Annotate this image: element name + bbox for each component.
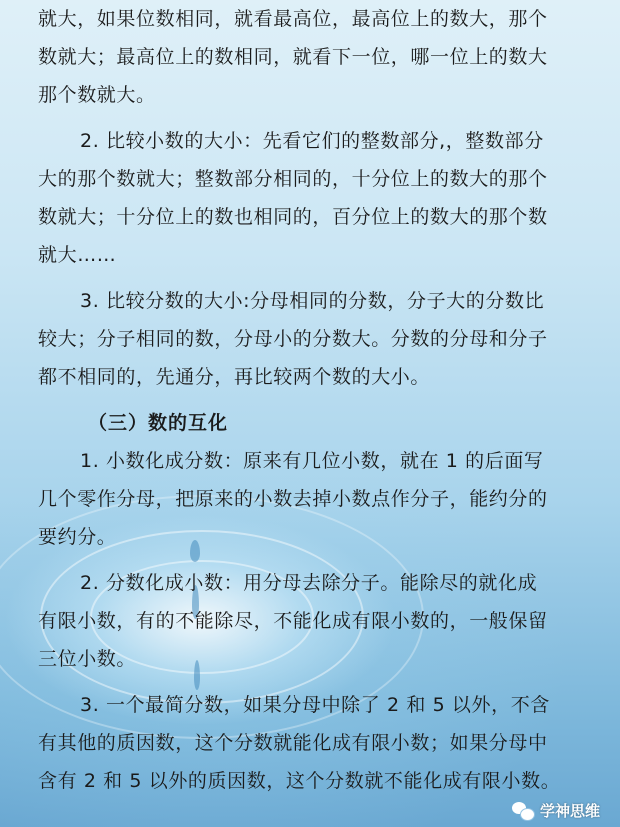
- text-line: 就大，如果位数相同，就看最高位，最高位上的数大，那个: [38, 8, 548, 30]
- text-line: 那个数就大。: [38, 84, 156, 106]
- text-line: 较大；分子相同的数，分母小的分数大。分数的分母和分子: [38, 328, 548, 350]
- paragraph: [0, 282, 620, 396]
- text-line: 三位小数。: [38, 648, 137, 670]
- paragraph: [0, 686, 620, 800]
- paragraph: [0, 122, 620, 274]
- paragraph: [0, 0, 620, 114]
- text-line: 就大……: [38, 244, 117, 266]
- text-line: 2. 比较小数的大小：先看它们的整数部分,，整数部分: [80, 130, 544, 152]
- text-line: 数就大；十分位上的数也相同的，百分位上的数大的那个数: [38, 206, 548, 228]
- text-line: 几个零作分母，把原来的小数去掉小数点作分子，能约分的: [38, 488, 548, 510]
- text-line: 有其他的质因数，这个分数就能化成有限小数；如果分母中: [38, 732, 548, 754]
- paragraph: [0, 442, 620, 556]
- text-line: 要约分。: [38, 526, 117, 548]
- section-heading: （三）数的互化: [88, 412, 229, 434]
- text-line: 有限小数，有的不能除尽，不能化成有限小数的，一般保留: [38, 610, 548, 632]
- text-line: 含有 2 和 5 以外的质因数，这个分数就不能化成有限小数。: [38, 770, 561, 792]
- text-line: 3. 一个最简分数，如果分母中除了 2 和 5 以外，不含: [80, 694, 550, 716]
- text-line: 数就大；最高位上的数相同，就看下一位，哪一位上的数大: [38, 46, 548, 68]
- watermark: [512, 800, 600, 821]
- wechat-icon: [512, 802, 534, 820]
- text-line: 大的那个数就大；整数部分相同的，十分位上的数大的那个: [38, 168, 548, 190]
- text-line: 都不相同的，先通分，再比较两个数的大小。: [38, 366, 431, 388]
- paragraph: [0, 564, 620, 678]
- text-line: 2. 分数化成小数：用分母去除分子。能除尽的就化成: [80, 572, 538, 594]
- watermark-text: 学神思维: [539, 802, 600, 820]
- text-line: 3. 比较分数的大小:分母相同的分数，分子大的分数比: [80, 290, 545, 312]
- text-line: 1. 小数化成分数：原来有几位小数，就在 1 的后面写: [80, 450, 544, 472]
